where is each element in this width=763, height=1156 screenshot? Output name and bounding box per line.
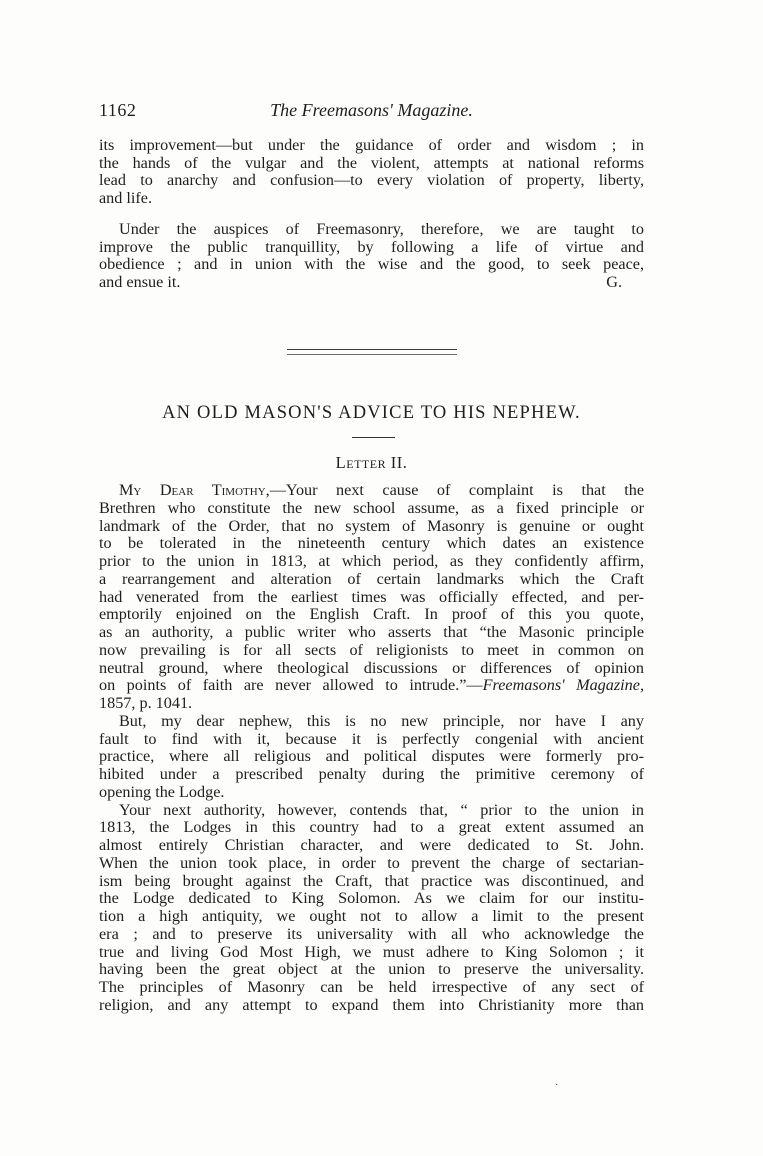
- text-line: almost entirely Christian character, and were dedicated to St. John.: [99, 836, 644, 854]
- text-line: religion, and any attempt to expand them into Christianity more than: [99, 995, 644, 1014]
- text-line: the hands of the vulgar and the violent, attempts at national reforms: [99, 153, 644, 172]
- text-line: 1813, the Lodges in this country had to a great extent assumed an: [99, 818, 644, 837]
- text-line: When the union took place, in order to prevent the charge of sectarian-: [99, 853, 644, 872]
- text-line: fault to find with it, because it is perfectly congenial with ancient: [99, 729, 644, 748]
- text-line: Brethren who constitute the new school assume, as a fixed principle or: [99, 498, 644, 517]
- text-line: lead to anarchy and confusion—to every violation of property, liberty,: [99, 171, 644, 190]
- text-line: a rearrangement and alteration of certain landmarks which the Craft: [99, 569, 644, 588]
- section-divider: [287, 349, 457, 355]
- text-line: the Lodge dedicated to King Solomon. As we claim for our institu-: [99, 889, 644, 908]
- text-line: and life.: [99, 188, 153, 207]
- text-line: its improvement—but under the guidance of order and wisdom ; in: [99, 136, 644, 154]
- text-line: to be tolerated in the nineteenth century which dates an existence: [99, 534, 644, 553]
- title-rule: [352, 437, 395, 438]
- text-line: now prevailing is for all sects of religionists to meet in common on: [99, 640, 644, 659]
- text-line: obedience ; and in union with the wise and the good, to seek peace,: [99, 255, 644, 274]
- running-title: The Freemasons' Magazine.: [270, 100, 473, 120]
- article-title: AN OLD MASON'S ADVICE TO HIS NEPHEW.: [162, 403, 581, 423]
- intro-paragraph-2: [99, 221, 644, 291]
- citation-title: Freemasons' Magazine,: [482, 676, 644, 695]
- text-line: true and living God Most High, we must adhere to King Solomon ; it: [99, 942, 644, 961]
- text-line: [99, 482, 644, 500]
- text-line: But, my dear nephew, this is no new principle, nor have I any: [119, 711, 644, 730]
- text-line: prior to the union in 1813, at which period, as they confidently affirm,: [99, 552, 644, 570]
- text-line: Your next authority, however, contends that, “ prior to the union in: [119, 800, 644, 819]
- text-line: tion a high antiquity, we ought not to allow a limit to the present: [99, 907, 644, 925]
- text-line: Under the auspices of Freemasonry, therefore, we are taught to: [119, 220, 644, 238]
- text-line: 1857, p. 1041.: [99, 694, 193, 712]
- closing-line: [99, 274, 644, 292]
- text-line: hibited under a prescribed penalty during the primitive ceremony of: [99, 765, 644, 783]
- page-number: 1162: [99, 100, 137, 120]
- text-line: opening the Lodge.: [99, 782, 225, 801]
- text-line: practice, where all religious and political disputes were formerly pro-: [99, 747, 644, 766]
- text-line: The principles of Masonry can be held irrespective of any sect of: [99, 978, 644, 996]
- text-fragment: —Your next cause of complaint is that the: [269, 481, 645, 499]
- page-header: [99, 100, 644, 124]
- intro-paragraph-1: [99, 137, 644, 207]
- text-line: era ; and to preserve its universality with all who acknowledge the: [99, 924, 644, 943]
- text-line: having been the great object at the union to preserve the universality.: [99, 960, 644, 979]
- print-speck: ·: [555, 1080, 559, 1091]
- text-line: and ensue it.: [99, 272, 181, 291]
- text-line: neutral ground, where theological discussions or differences of opinion: [99, 658, 644, 677]
- signature: G.: [606, 272, 622, 291]
- salutation: My Dear Timothy,: [119, 481, 270, 499]
- text-line: improve the public tranquillity, by following a life of virtue and: [99, 237, 644, 256]
- text-line: ism being brought against the Craft, that practice was discontinued, and: [99, 871, 644, 890]
- text-line: as an authority, a public writer who asserts that “the Masonic principle: [99, 623, 644, 641]
- text-line: had venerated from the earliest times was officially effected, and per-: [99, 587, 644, 606]
- text-line: emptorily enjoined on the English Craft. In proof of this you quote,: [99, 605, 644, 624]
- letter-heading: Letter II.: [335, 453, 408, 472]
- text-line: landmark of the Order, that no system of Masonry is genuine or ought: [99, 516, 644, 535]
- citation-line: [99, 677, 644, 695]
- letter-body: [99, 482, 644, 1015]
- text-fragment: on points of faith are never allowed to intrude.”—: [99, 676, 483, 695]
